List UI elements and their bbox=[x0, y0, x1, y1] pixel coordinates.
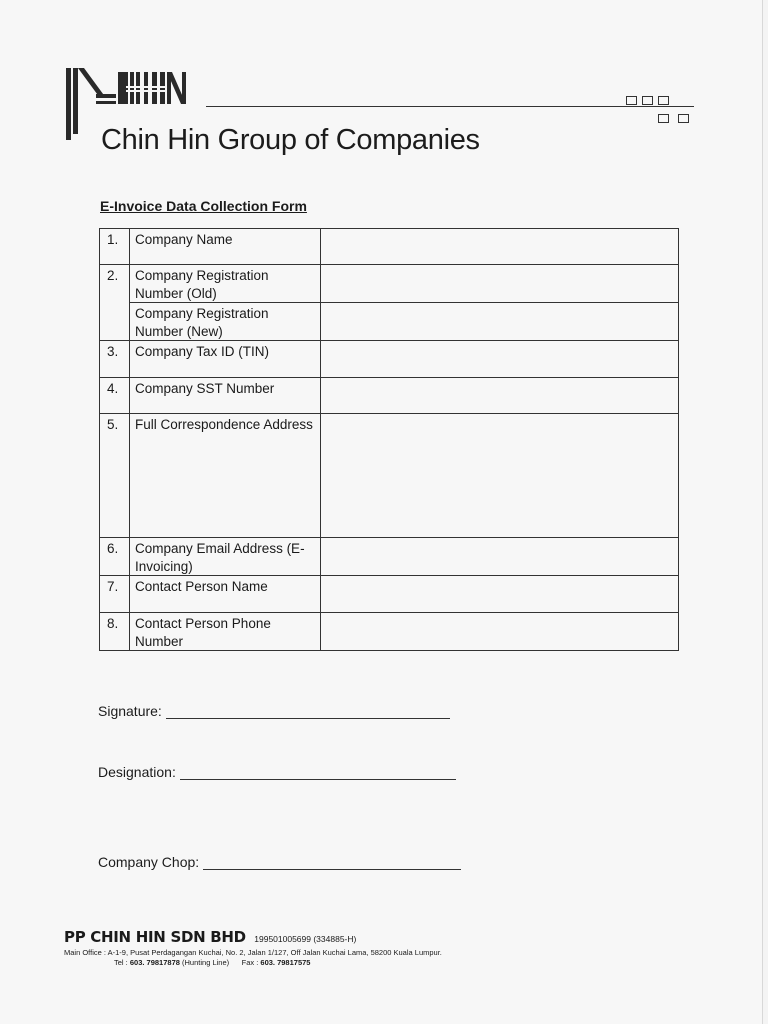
footer-company-name: PP CHIN HIN SDN BHD bbox=[64, 928, 246, 946]
row-number: 1. bbox=[100, 229, 130, 265]
header-rule bbox=[206, 106, 694, 107]
row-label: Company Registration Number (New) bbox=[130, 303, 321, 341]
row-label: Contact Person Name bbox=[130, 576, 321, 613]
contact-name-field[interactable] bbox=[321, 576, 679, 613]
tel-label: Tel : bbox=[114, 958, 128, 967]
footer bbox=[64, 928, 442, 968]
row-number: 5. bbox=[100, 414, 130, 538]
table-row bbox=[100, 538, 679, 576]
square-icon bbox=[642, 96, 653, 105]
square-icon bbox=[658, 114, 669, 123]
row-label: Full Correspondence Address bbox=[130, 414, 321, 538]
tel-note: (Hunting Line) bbox=[182, 958, 230, 967]
contact-phone-field[interactable] bbox=[321, 613, 679, 651]
row-number: 4. bbox=[100, 378, 130, 414]
signature-line bbox=[98, 703, 450, 719]
row-number: 3. bbox=[100, 341, 130, 378]
designation-label: Designation: bbox=[98, 764, 176, 780]
table-row bbox=[100, 303, 679, 341]
square-icon bbox=[658, 96, 669, 105]
tel-number: 603. 79817878 bbox=[129, 958, 180, 967]
row-label: Contact Person Phone Number bbox=[130, 613, 321, 651]
registration-old-field[interactable] bbox=[321, 265, 679, 303]
signature-label: Signature: bbox=[98, 703, 162, 719]
row-number: 8. bbox=[100, 613, 130, 651]
fax-number: 603. 79817575 bbox=[260, 958, 311, 967]
table-row bbox=[100, 265, 679, 303]
row-label: Company Name bbox=[130, 229, 321, 265]
row-label: Company Registration Number (Old) bbox=[130, 265, 321, 303]
tax-id-field[interactable] bbox=[321, 341, 679, 378]
row-label: Company Tax ID (TIN) bbox=[130, 341, 321, 378]
company-chop-line bbox=[98, 854, 461, 870]
address-field[interactable] bbox=[321, 414, 679, 538]
row-number: 6. bbox=[100, 538, 130, 576]
footer-address: Main Office : A-1-9, Pusat Perdagangan Kuchai, No. 2, Jalan 1/127, Off Jalan Kuchai Lama, 58200 Kuala Lumpur. bbox=[64, 948, 442, 957]
table-row bbox=[100, 378, 679, 414]
email-field[interactable] bbox=[321, 538, 679, 576]
company-chop-field[interactable] bbox=[203, 855, 461, 870]
signature-field[interactable] bbox=[166, 704, 450, 719]
row-number: 7. bbox=[100, 576, 130, 613]
table-row bbox=[100, 576, 679, 613]
table-row bbox=[100, 613, 679, 651]
company-chop-label: Company Chop: bbox=[98, 854, 200, 870]
row-number bbox=[100, 303, 130, 341]
row-label: Company Email Address (E-Invoicing) bbox=[130, 538, 321, 576]
table-row bbox=[100, 229, 679, 265]
data-collection-table bbox=[99, 228, 679, 651]
footer-registration: 199501005699 (334885-H) bbox=[254, 934, 357, 944]
registration-new-field[interactable] bbox=[321, 303, 679, 341]
sst-number-field[interactable] bbox=[321, 378, 679, 414]
table-row bbox=[100, 341, 679, 378]
company-name-field[interactable] bbox=[321, 229, 679, 265]
form-title: E-Invoice Data Collection Form bbox=[100, 198, 307, 214]
footer-contact bbox=[114, 958, 442, 968]
designation-field[interactable] bbox=[180, 765, 456, 780]
designation-line bbox=[98, 764, 456, 780]
fax-label: Fax : bbox=[241, 958, 259, 967]
table-row bbox=[100, 414, 679, 538]
square-icon bbox=[626, 96, 637, 105]
group-title: Chin Hin Group of Companies bbox=[101, 124, 480, 156]
square-icon bbox=[678, 114, 689, 123]
row-label: Company SST Number bbox=[130, 378, 321, 414]
row-number: 2. bbox=[100, 265, 130, 303]
